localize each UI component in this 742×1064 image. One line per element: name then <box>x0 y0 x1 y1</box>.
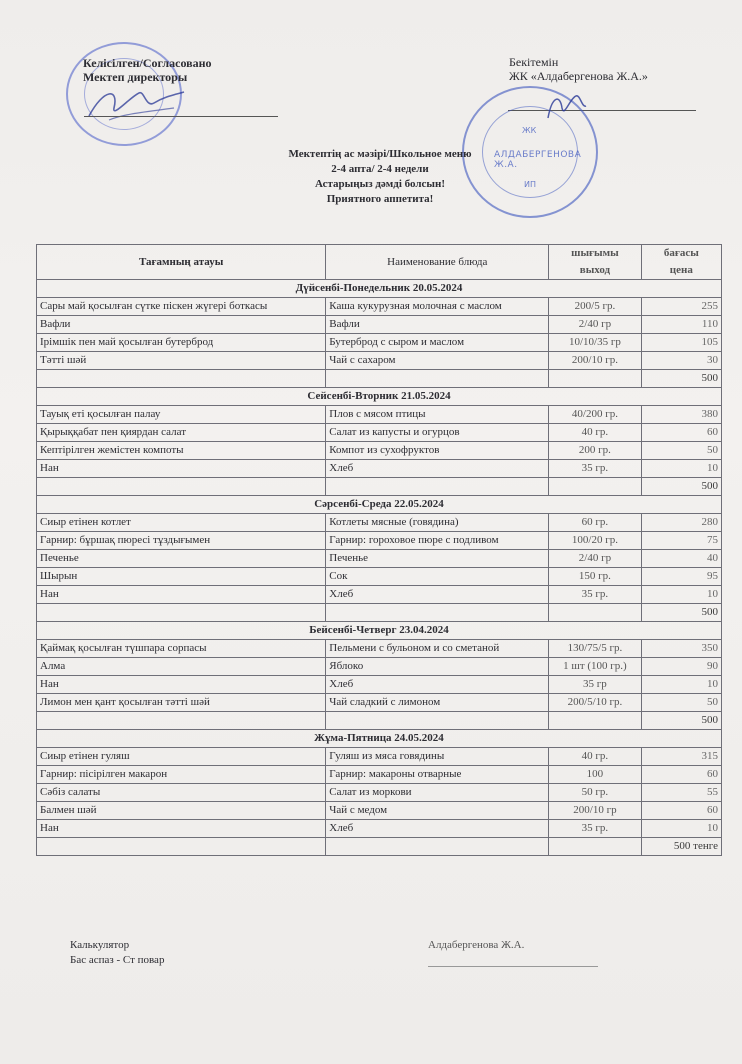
day-total-row <box>37 838 722 856</box>
day-total-row <box>37 712 722 730</box>
dish-name-kk: Алма <box>37 658 326 676</box>
dish-price: 380 <box>641 406 721 424</box>
approve-label: Бекітемін <box>509 55 559 69</box>
dish-name-kk: Нан <box>37 820 326 838</box>
dish-price: 10 <box>641 676 721 694</box>
title-line-3: Астарыңыз дәмді болсын! <box>314 178 446 190</box>
table-row <box>37 820 722 838</box>
footer-sign-line <box>428 966 598 967</box>
dish-price: 60 <box>641 802 721 820</box>
dish-name-ru: Бутерброд с сыром и маслом <box>326 334 549 352</box>
table-row <box>37 676 722 694</box>
dish-price: 350 <box>641 640 721 658</box>
empty-cell <box>326 370 549 388</box>
dish-name-kk: Гарнир: бұршақ пюресі тұздығымен <box>37 532 326 550</box>
day-header-row <box>37 730 722 748</box>
table-row <box>37 316 722 334</box>
dish-name-ru: Гуляш из мяса говядины <box>326 748 549 766</box>
dish-price: 315 <box>641 748 721 766</box>
dish-name-ru: Хлеб <box>326 586 549 604</box>
dish-output: 40 гр. <box>549 424 641 442</box>
dish-price: 40 <box>641 550 721 568</box>
footer-left <box>70 938 164 968</box>
dish-name-kk: Лимон мен қант қосылған тәтті шәй <box>37 694 326 712</box>
dish-name-kk: Вафли <box>37 316 326 334</box>
director-sign-line <box>84 116 278 117</box>
dish-name-ru: Чай с медом <box>326 802 549 820</box>
dish-output: 200 гр. <box>549 442 641 460</box>
table-row <box>37 748 722 766</box>
dish-name-kk: Нан <box>37 586 326 604</box>
empty-cell <box>549 370 641 388</box>
dish-name-kk: Сәбіз салаты <box>37 784 326 802</box>
dish-price: 10 <box>641 820 721 838</box>
dish-name-kk: Шырын <box>37 568 326 586</box>
table-row <box>37 550 722 568</box>
dish-name-kk: Сиыр етінен котлет <box>37 514 326 532</box>
dish-name-ru: Хлеб <box>326 820 549 838</box>
column-header-out-bottom: выход <box>549 262 641 280</box>
dish-output: 2/40 гр <box>549 550 641 568</box>
table-row <box>37 334 722 352</box>
dish-output: 100 <box>549 766 641 784</box>
day-header-row <box>37 388 722 406</box>
director-label: Мектеп директоры <box>83 70 188 84</box>
calculator-label: Калькулятор <box>70 939 130 951</box>
dish-price: 60 <box>641 766 721 784</box>
dish-name-kk: Қаймақ қосылған түшпара сорпасы <box>37 640 326 658</box>
empty-cell <box>549 838 641 856</box>
table-header-row <box>37 245 722 263</box>
approver-signature <box>540 88 590 128</box>
column-header-price-top: бағасы <box>641 245 721 263</box>
empty-cell <box>326 838 549 856</box>
table-row <box>37 352 722 370</box>
dish-price: 90 <box>641 658 721 676</box>
table-row <box>37 532 722 550</box>
company-label: ЖК «Алдабергенова Ж.А.» <box>509 69 648 83</box>
dish-name-ru: Яблоко <box>326 658 549 676</box>
table-row <box>37 694 722 712</box>
day-header-row <box>37 622 722 640</box>
empty-cell <box>549 712 641 730</box>
dish-output: 10/10/35 гр <box>549 334 641 352</box>
dish-output: 35 гр. <box>549 820 641 838</box>
dish-name-kk: Тауық еті қосылған палау <box>37 406 326 424</box>
dish-name-ru: Салат из моркови <box>326 784 549 802</box>
dish-name-ru: Котлеты мясные (говядина) <box>326 514 549 532</box>
table-row <box>37 514 722 532</box>
dish-output: 200/10 гр. <box>549 352 641 370</box>
dish-name-kk: Сары май қосылған сүтке піскен жүгері боткасы <box>37 298 326 316</box>
dish-name-kk: Гарнир: пісірілген макарон <box>37 766 326 784</box>
empty-cell <box>37 712 326 730</box>
table-row <box>37 640 722 658</box>
menu-title <box>250 147 510 207</box>
day-total: 500 <box>641 370 721 388</box>
dish-name-ru: Вафли <box>326 316 549 334</box>
dish-name-ru: Хлеб <box>326 676 549 694</box>
menu-body <box>37 280 722 856</box>
dish-name-ru: Гарнир: гороховое пюре с подливом <box>326 532 549 550</box>
dish-output: 60 гр. <box>549 514 641 532</box>
title-line-2: 2-4 апта/ 2-4 недели <box>331 163 429 175</box>
dish-output: 200/5 гр. <box>549 298 641 316</box>
dish-name-kk: Ірімшік пен май қосылған бутерброд <box>37 334 326 352</box>
column-header-kk: Тағамның атауы <box>37 245 326 280</box>
dish-name-kk: Балмен шәй <box>37 802 326 820</box>
stamp-top-text: ЖК <box>522 126 537 135</box>
dish-price: 255 <box>641 298 721 316</box>
table-row <box>37 442 722 460</box>
dish-name-ru: Хлеб <box>326 460 549 478</box>
stamp-name-text: АЛДАБЕРГЕНОВА Ж.А. <box>494 150 582 170</box>
day-total-row <box>37 370 722 388</box>
day-total-row <box>37 478 722 496</box>
empty-cell <box>37 838 326 856</box>
dish-price: 280 <box>641 514 721 532</box>
day-total-row <box>37 604 722 622</box>
title-line-1: Мектептің ас мәзірі/Школьное меню <box>288 148 472 160</box>
table-row <box>37 406 722 424</box>
empty-cell <box>549 604 641 622</box>
column-header-price-bottom: цена <box>641 262 721 280</box>
dish-name-ru: Каша кукурузная молочная с маслом <box>326 298 549 316</box>
dish-price: 75 <box>641 532 721 550</box>
director-signature <box>84 78 194 128</box>
title-line-4: Приятного аппетита! <box>326 193 434 205</box>
dish-output: 150 гр. <box>549 568 641 586</box>
empty-cell <box>37 370 326 388</box>
day-total: 500 тенге <box>641 838 721 856</box>
table-row <box>37 298 722 316</box>
dish-price: 50 <box>641 694 721 712</box>
empty-cell <box>326 604 549 622</box>
table-row <box>37 568 722 586</box>
dish-name-kk: Тәтті шәй <box>37 352 326 370</box>
table-row <box>37 658 722 676</box>
dish-price: 55 <box>641 784 721 802</box>
empty-cell <box>326 478 549 496</box>
dish-name-ru: Пельмени с бульоном и со сметаной <box>326 640 549 658</box>
dish-name-ru: Печенье <box>326 550 549 568</box>
agreed-label: Келісілген/Согласовано <box>83 56 212 70</box>
empty-cell <box>326 712 549 730</box>
header-right <box>509 55 648 83</box>
dish-output: 1 шт (100 гр.) <box>549 658 641 676</box>
dish-name-kk: Кептірілген жемістен компоты <box>37 442 326 460</box>
dish-name-kk: Нан <box>37 676 326 694</box>
day-header-row <box>37 496 722 514</box>
dish-name-kk: Печенье <box>37 550 326 568</box>
dish-price: 10 <box>641 460 721 478</box>
dish-output: 2/40 гр <box>549 316 641 334</box>
dish-output: 40/200 гр. <box>549 406 641 424</box>
dish-name-ru: Компот из сухофруктов <box>326 442 549 460</box>
day-title: Сейсенбі-Вторник 21.05.2024 <box>37 388 722 406</box>
day-title: Дүйсенбі-Понедельник 20.05.2024 <box>37 280 722 298</box>
dish-name-ru: Сок <box>326 568 549 586</box>
column-header-ru: Наименование блюда <box>326 245 549 280</box>
dish-output: 200/5/10 гр. <box>549 694 641 712</box>
day-header-row <box>37 280 722 298</box>
dish-price: 50 <box>641 442 721 460</box>
header-left <box>83 56 212 84</box>
dish-output: 200/10 гр <box>549 802 641 820</box>
dish-price: 60 <box>641 424 721 442</box>
footer-right <box>428 938 524 953</box>
dish-price: 10 <box>641 586 721 604</box>
dish-name-ru: Плов с мясом птицы <box>326 406 549 424</box>
empty-cell <box>549 478 641 496</box>
dish-price: 95 <box>641 568 721 586</box>
calculator-name: Алдабергенова Ж.А. <box>428 939 525 951</box>
empty-cell <box>37 478 326 496</box>
table-row <box>37 766 722 784</box>
dish-output: 40 гр. <box>549 748 641 766</box>
day-total: 500 <box>641 604 721 622</box>
dish-price: 30 <box>641 352 721 370</box>
dish-output: 35 гр <box>549 676 641 694</box>
day-total: 500 <box>641 478 721 496</box>
dish-price: 110 <box>641 316 721 334</box>
empty-cell <box>37 604 326 622</box>
dish-name-kk: Нан <box>37 460 326 478</box>
day-title: Жұма-Пятница 24.05.2024 <box>37 730 722 748</box>
dish-output: 130/75/5 гр. <box>549 640 641 658</box>
table-row <box>37 784 722 802</box>
menu-table <box>36 244 722 856</box>
dish-output: 50 гр. <box>549 784 641 802</box>
dish-name-kk: Қырыққабат пен қиярдан салат <box>37 424 326 442</box>
head-cook-label: Бас аспаз - Ст повар <box>70 954 165 966</box>
column-header-out-top: шығымы <box>549 245 641 263</box>
dish-output: 35 гр. <box>549 460 641 478</box>
dish-name-ru: Чай с сахаром <box>326 352 549 370</box>
stamp-bottom-text: ИП <box>524 180 536 189</box>
day-title: Сәрсенбі-Среда 22.05.2024 <box>37 496 722 514</box>
table-row <box>37 460 722 478</box>
dish-price: 105 <box>641 334 721 352</box>
dish-name-ru: Чай сладкий с лимоном <box>326 694 549 712</box>
table-row <box>37 424 722 442</box>
day-title: Бейсенбі-Четверг 23.04.2024 <box>37 622 722 640</box>
dish-name-ru: Салат из капусты и огурцов <box>326 424 549 442</box>
dish-name-ru: Гарнир: макароны отварные <box>326 766 549 784</box>
table-row <box>37 586 722 604</box>
day-total: 500 <box>641 712 721 730</box>
dish-name-kk: Сиыр етінен гуляш <box>37 748 326 766</box>
table-row <box>37 802 722 820</box>
dish-output: 100/20 гр. <box>549 532 641 550</box>
dish-output: 35 гр. <box>549 586 641 604</box>
